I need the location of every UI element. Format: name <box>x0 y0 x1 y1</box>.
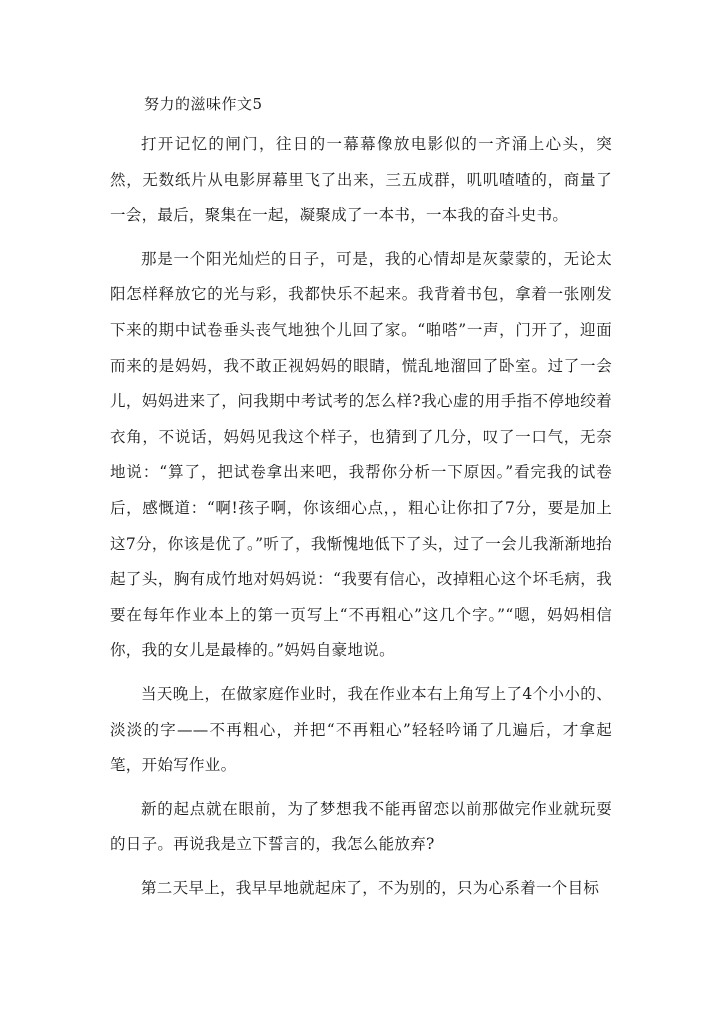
paragraph-2: 那是一个阳光灿烂的日子，可是，我的心情却是灰蒙蒙的，无论太阳怎样释放它的光与彩，我都快乐不起来。我背着书包，拿着一张刚发下来的期中试卷垂头丧气地独个儿回了家。“啪嗒”一声，门开了，迎面而来的是妈妈，我不敢正视妈妈的眼睛，慌乱地溜回了卧室。过了一会儿，妈妈进来了，问我期中考试考的怎么样?我心虚的用手指不停地绞着衣角，不说话，妈妈见我这个样子，也猜到了几分，叹了一口气，无奈地说：“算了，把试卷拿出来吧，我帮你分析一下原因。”看完我的试卷后，感慨道：“啊!孩子啊，你该细心点，，粗心让你扣了7分，要是加上这7分，你该是优了。”听了，我惭愧地低下了头，过了一会儿我渐渐地抬起了头，胸有成竹地对妈妈说：“我要有信心，改掉粗心这个坏毛病，我要在每年作业本上的第一页写上“不再粗心”这几个字。”“嗯，妈妈相信你，我的女儿是最棒的。”妈妈自豪地说。 <box>110 249 612 660</box>
document-body <box>110 127 612 914</box>
paragraph-5: 第二天早上，我早早地就起床了，不为别的，只为心系着一个目标 <box>141 878 600 897</box>
paragraph-3: 当天晚上，在做家庭作业时，我在作业本右上角写上了4个小小的、淡淡的字——不再粗心，并把“不再粗心”轻轻吟诵了几遍后，才拿起笔，开始写作业。 <box>110 684 612 775</box>
paragraph-1: 打开记忆的闸门，往日的一幕幕像放电影似的一齐涌上心头，突然，无数纸片从电影屏幕里飞了出来，三五成群，叽叽喳喳的，商量了一会，最后，聚集在一起，凝聚成了一本书，一本我的奋斗史书。 <box>110 135 612 225</box>
document-title: 努力的滋味作文5 <box>144 95 263 113</box>
paragraph-4: 新的起点就在眼前，为了梦想我不能再留恋以前那做完作业就玩耍的日子。再说我是立下誓言的，我怎么能放弃? <box>110 799 612 854</box>
